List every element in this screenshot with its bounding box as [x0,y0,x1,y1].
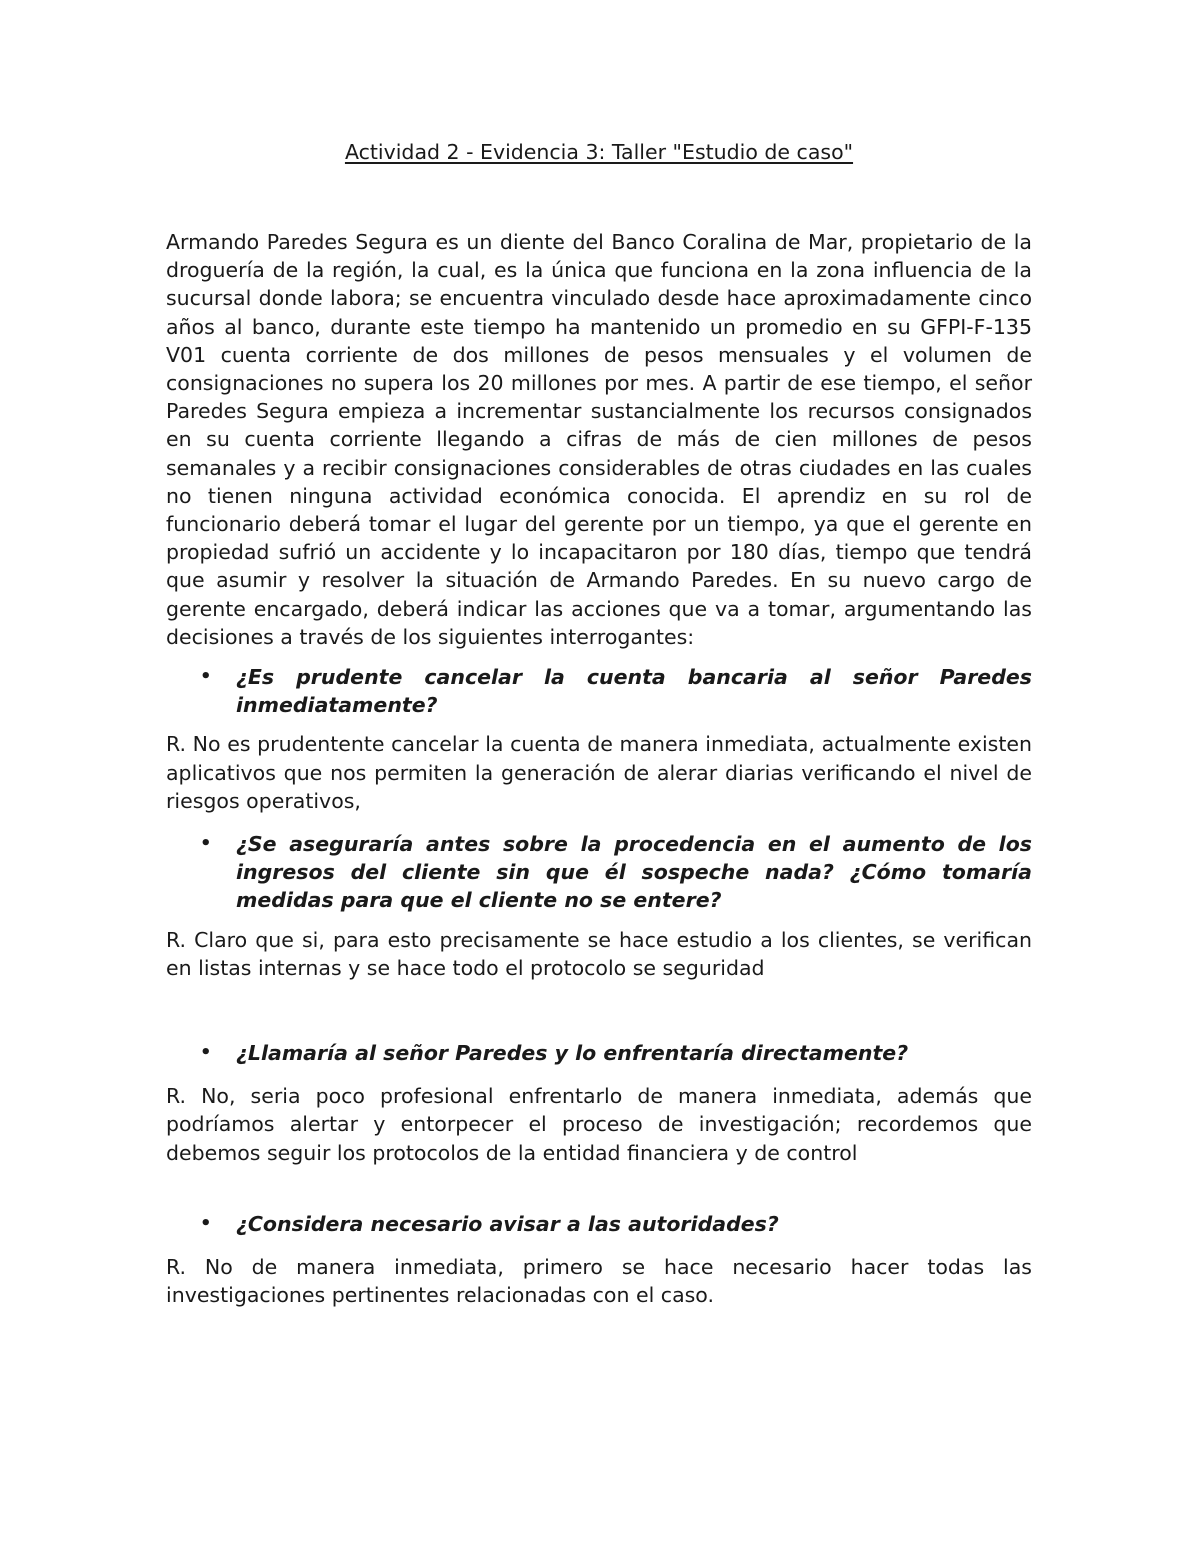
intro-paragraph: Armando Paredes Segura es un diente del Banco Coralina de Mar, propietario de la droguería de la región, la cual, es la única que funciona en la zona influencia de la sucursal donde labora; se encuentra vinculado desde hace aproximadamente cinco años al banco, durante este tiempo ha mantenido un promedio en su GFPI-F-135 V01 cuenta corriente de dos millones de pesos mensuales y el volumen de consignaciones no supera los 20 millones por mes. A partir de ese tiempo, el señor Paredes Segura empieza a incrementar sustancialmente los recursos consignados en su cuenta corriente llegando a cifras de más de cien millones de pesos semanales y a recibir consignaciones considerables de otras ciudades en las cuales no tienen ninguna actividad económica conocida. El aprendiz en su rol de funcionario deberá tomar el lugar del gerente por un tiempo, ya que el gerente en propiedad sufrió un accidente y lo incapacitaron por 180 días, tiempo que tendrá que asumir y resolver la situación de Armando Paredes. En su nuevo cargo de gerente encargado, deberá indicar las acciones que va a tomar, argumentando las decisiones a través de los siguientes interrogantes: [166,230,1032,649]
document-body [166,138,1032,1310]
bullet-icon: • [200,833,212,855]
qa-item-4 [166,1210,1032,1310]
qa-item-1 [166,663,1032,815]
bullet-icon: • [200,1212,212,1234]
question-4 [166,1210,1032,1238]
bullet-icon: • [200,1042,212,1064]
bullet-icon: • [200,666,212,688]
question-3 [166,1039,1032,1067]
qa-item-3 [166,1039,1032,1167]
qa-item-2 [166,830,1032,982]
answer-2: R. Claro que si, para esto precisamente se hace estudio a los clientes, se verifican en listas internas y se hace todo el protocolo se seguridad [166,927,1032,980]
answer-3: R. No, seria poco profesional enfrentarlo de manera inmediata, además que podríamos alertar y entorpecer el proceso de investigación; recordemos que debemos seguir los protocolos de la entidad financiera y de control [166,1084,1032,1165]
document-title: Actividad 2 - Evidencia 3: Taller "Estudio de caso" [344,140,854,164]
question-1 [166,663,1032,719]
question-text: ¿Llamaría al señor Paredes y lo enfrentaría directamente? [236,1041,909,1066]
answer-4: R. No de manera inmediata, primero se hace necesario hacer todas las investigaciones pertinentes relacionadas con el caso. [166,1255,1032,1308]
answer-1: R. No es prudentente cancelar la cuenta de manera inmediata, actualmente existen aplicativos que nos permiten la generación de alerar diarias verificando el nivel de riesgos operativos, [166,732,1032,813]
question-text: ¿Se aseguraría antes sobre la procedencia en el aumento de los ingresos del cliente sin que él sospeche nada? ¿Cómo tomaría medidas para que el cliente no se entere? [236,832,1032,913]
question-text: ¿Considera necesario avisar a las autoridades? [236,1211,779,1236]
question-2 [166,830,1032,915]
question-text: ¿Es prudente cancelar la cuenta bancaria al señor Paredes inmediatamente? [236,665,1032,718]
